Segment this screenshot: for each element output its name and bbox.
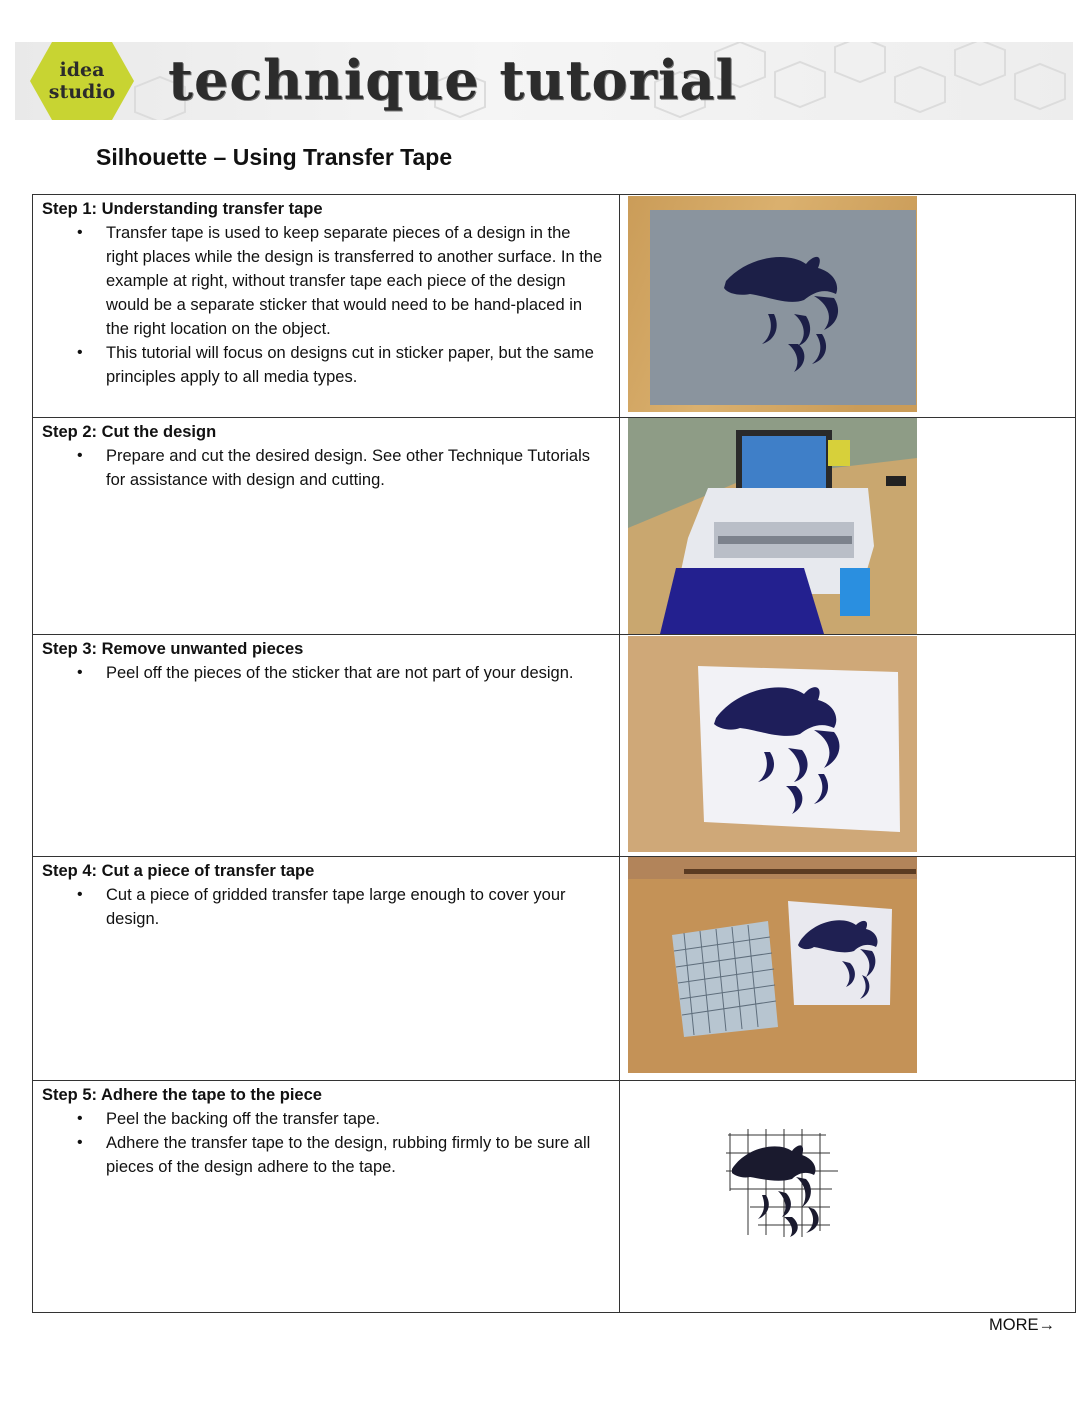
step-text-cell — [33, 1081, 620, 1313]
idea-studio-logo — [30, 42, 134, 120]
list-item: • Prepare and cut the desired design. See other Technique Tutorials for assistance with design and cutting. — [106, 444, 609, 492]
transfer-tape-and-sticker-photo — [628, 857, 917, 1073]
step-image-cell — [620, 418, 1076, 635]
logo-line2: studio — [48, 81, 116, 103]
step-bullets — [42, 883, 609, 931]
step-image-cell — [620, 195, 1076, 418]
banner-title: technique tutorial — [168, 48, 738, 112]
list-item: • This tutorial will focus on designs cut in sticker paper, but the same principles apply to all media types. — [106, 341, 609, 389]
list-item: • Transfer tape is used to keep separate pieces of a design in the right places while the design is transferred to another surface. In the example at right, without transfer tape each piece of the design would be a separate sticker that would need to be hand-placed in the right location on the object. — [106, 221, 609, 341]
weeded-dolphin-sticker-photo — [628, 636, 917, 852]
list-item: • Peel off the pieces of the sticker that are not part of your design. — [106, 661, 609, 685]
step-row-2 — [33, 418, 1076, 635]
step-row-4 — [33, 857, 1076, 1081]
step-row-1 — [33, 195, 1076, 418]
steps-table — [32, 194, 1076, 1313]
step-image-cell — [620, 635, 1076, 857]
dolphin-on-gray-sheet-photo — [628, 196, 917, 412]
page-title: Silhouette – Using Transfer Tape — [96, 144, 453, 170]
list-item: • Cut a piece of gridded transfer tape large enough to cover your design. — [106, 883, 609, 931]
step-row-5 — [33, 1081, 1076, 1313]
step-bullets — [42, 444, 609, 492]
step-text-cell — [33, 635, 620, 857]
step-bullets — [42, 661, 609, 685]
step-image-cell — [620, 1081, 1076, 1313]
step-heading: Step 1: Understanding transfer tape — [42, 200, 323, 218]
step-image-cell — [620, 857, 1076, 1081]
list-item: • Peel the backing off the transfer tape. — [106, 1107, 609, 1131]
step-heading: Step 4: Cut a piece of transfer tape — [42, 862, 315, 880]
step-text-cell — [33, 195, 620, 418]
more-link: MORE→ — [989, 1316, 1055, 1334]
step-heading: Step 3: Remove unwanted pieces — [42, 640, 304, 658]
step-heading: Step 2: Cut the design — [42, 423, 217, 441]
list-item: • Adhere the transfer tape to the design, rubbing firmly to be sure all pieces of the design adhere to the tape. — [106, 1131, 609, 1179]
step-heading: Step 5: Adhere the tape to the piece — [42, 1086, 322, 1104]
step-bullets — [42, 221, 609, 389]
dolphin-with-grid-illustration — [726, 1125, 846, 1245]
logo-line1: idea — [59, 59, 105, 81]
step-text-cell — [33, 857, 620, 1081]
step-bullets — [42, 1107, 609, 1179]
cutting-machine-photo — [628, 418, 917, 634]
step-row-3 — [33, 635, 1076, 857]
step-text-cell — [33, 418, 620, 635]
